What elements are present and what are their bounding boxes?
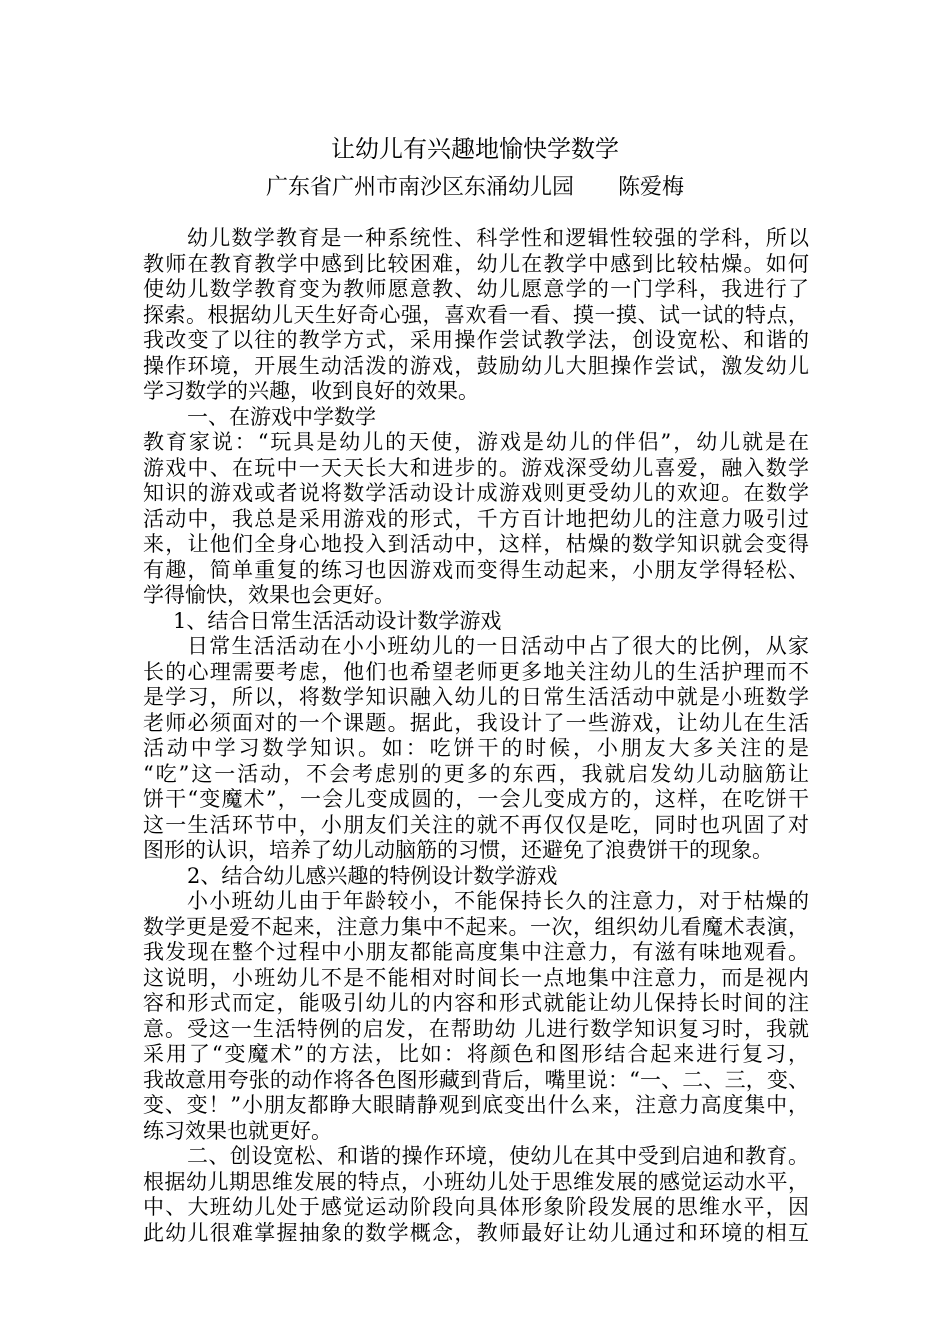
paragraph-line: 学习数学的兴趣，收到良好的效果。 [143,379,479,403]
paragraph-line: 根据幼儿期思维发展的特点，小班幼儿处于思维发展的感觉运动水平， [143,1169,809,1194]
paragraph-line: 图形的认识，培养了幼儿动脑筋的习惯，还避免了浪费饼干的现象。 [143,838,773,862]
paragraph-line: 长的心理需要考虑，他们也希望老师更多地关注幼儿的生活护理而不 [143,659,809,684]
paragraph-line: 是学习，所以，将数学知识融入幼儿的日常生活活动中就是小班数学 [143,685,809,709]
paragraph-line: 活动中学习数学知识。如：吃饼干的时候，小朋友大多关注的是 [143,736,809,760]
paragraph-line: 老师必须面对的一个课题。据此，我设计了一些游戏，让幼儿在生活 [143,710,809,735]
byline [0,174,950,202]
paragraph-line: 游戏中、在玩中一天天长大和进步的。游戏深受幼儿喜爱，融入数学 [143,455,809,480]
document-title: 让幼儿有兴趣地愉快学数学 [331,135,619,163]
paragraph-line: 我发现在整个过程中小朋友都能高度集中注意力，有滋有味地观看。 [143,940,809,964]
subsection-heading: 2、结合幼儿感兴趣的特例设计数学游戏 [187,863,558,888]
paragraph-line: 使幼儿数学教育变为教师愿意教、幼儿愿意学的一门学科，我进行了 [143,277,809,301]
paragraph-line: 意。受这一生活特例的启发，在帮助幼 儿进行数学知识复习时，我就 [143,1016,809,1041]
paragraph-line: 来，让他们全身心地投入到活动中，这样，枯燥的数学知识就会变得 [143,532,809,556]
paragraph-line: “吃”这一活动，不会考虑别的更多的东西，我就启发幼儿动脑筋让 [143,761,809,786]
section-heading: 一、在游戏中学数学 [187,404,376,429]
paragraph-line: 有趣，简单重复的练习也因游戏而变得生动起来，小朋友学得轻松、 [143,557,809,582]
paragraph-line: 我故意用夸张的动作将各色图形藏到背后，嘴里说：“一、二、三，变、 [143,1067,809,1092]
paragraph-line: 我改变了以往的教学方式，采用操作尝试教学法，创设宽松、和谐的 [143,328,809,352]
paragraph-line: 操作环境，开展生动活泼的游戏，鼓励幼儿大胆操作尝试，激发幼儿 [143,353,809,378]
section-heading: 二、创设宽松、和谐的操作环境，使幼儿在其中受到启迪和教育。 [187,1144,809,1168]
paragraph-line: 变、变！”小朋友都睁大眼睛静观到底变出什么来，注意力高度集中， [143,1093,809,1117]
paragraph-line: 这说明，小班幼儿不是不能相对时间长一点地集中注意力，而是视内 [143,965,809,990]
paragraph-line: 数学更是爱不起来，注意力集中不起来。一次，组织幼儿看魔术表演， [143,914,809,939]
author-name: 陈爱梅 [618,175,685,200]
paragraph-line: 知识的游戏或者说将数学活动设计成游戏则更受幼儿的欢迎。在数学 [143,481,809,505]
paragraph-line: 此幼儿很难掌握抽象的数学概念，教师最好让幼儿通过和环境的相互 [143,1220,809,1245]
author-organization: 广东省广州市南沙区东涌幼儿园 [265,175,574,200]
article-body [143,226,809,1246]
paragraph-line: 教师在教育教学中感到比较困难，幼儿在教学中感到比较枯燥。如何 [143,251,809,276]
paragraph-line: 幼儿数学教育是一种系统性、科学性和逻辑性较强的学科，所以 [187,226,809,250]
paragraph-line: 学得愉快，效果也会更好。 [143,583,395,607]
paragraph-line: 这一生活环节中，小朋友们关注的就不再仅仅是吃，同时也巩固了对 [143,812,809,837]
subsection-heading: 1、结合日常生活活动设计数学游戏 [173,608,502,633]
paragraph-line: 容和形式而定，能吸引幼儿的内容和形式就能让幼儿保持长时间的注 [143,991,809,1015]
paragraph-line: 采用了“变魔术”的方法，比如：将颜色和图形结合起来进行复习， [143,1042,809,1066]
paragraph-line: 教育家说：“玩具是幼儿的天使，游戏是幼儿的伴侣”，幼儿就是在 [143,430,809,454]
paragraph-line: 日常生活活动在小小班幼儿的一日活动中占了很大的比例，从家 [187,634,809,658]
paragraph-line: 中、大班幼儿处于感觉运动阶段向具体形象阶段发展的思维水平，因 [143,1195,809,1219]
paragraph-line: 饼干“变魔术”，一会儿变成圆的，一会儿变成方的，这样，在吃饼干 [143,787,809,811]
paragraph-line: 活动中，我总是采用游戏的形式，千方百计地把幼儿的注意力吸引过 [143,506,809,531]
paragraph-line: 练习效果也就更好。 [143,1118,332,1143]
paragraph-line: 探索。根据幼儿天生好奇心强，喜欢看一看、摸一摸、试一试的特点， [143,302,809,327]
paragraph-line: 小小班幼儿由于年龄较小，不能保持长久的注意力，对于枯燥的 [187,889,809,913]
